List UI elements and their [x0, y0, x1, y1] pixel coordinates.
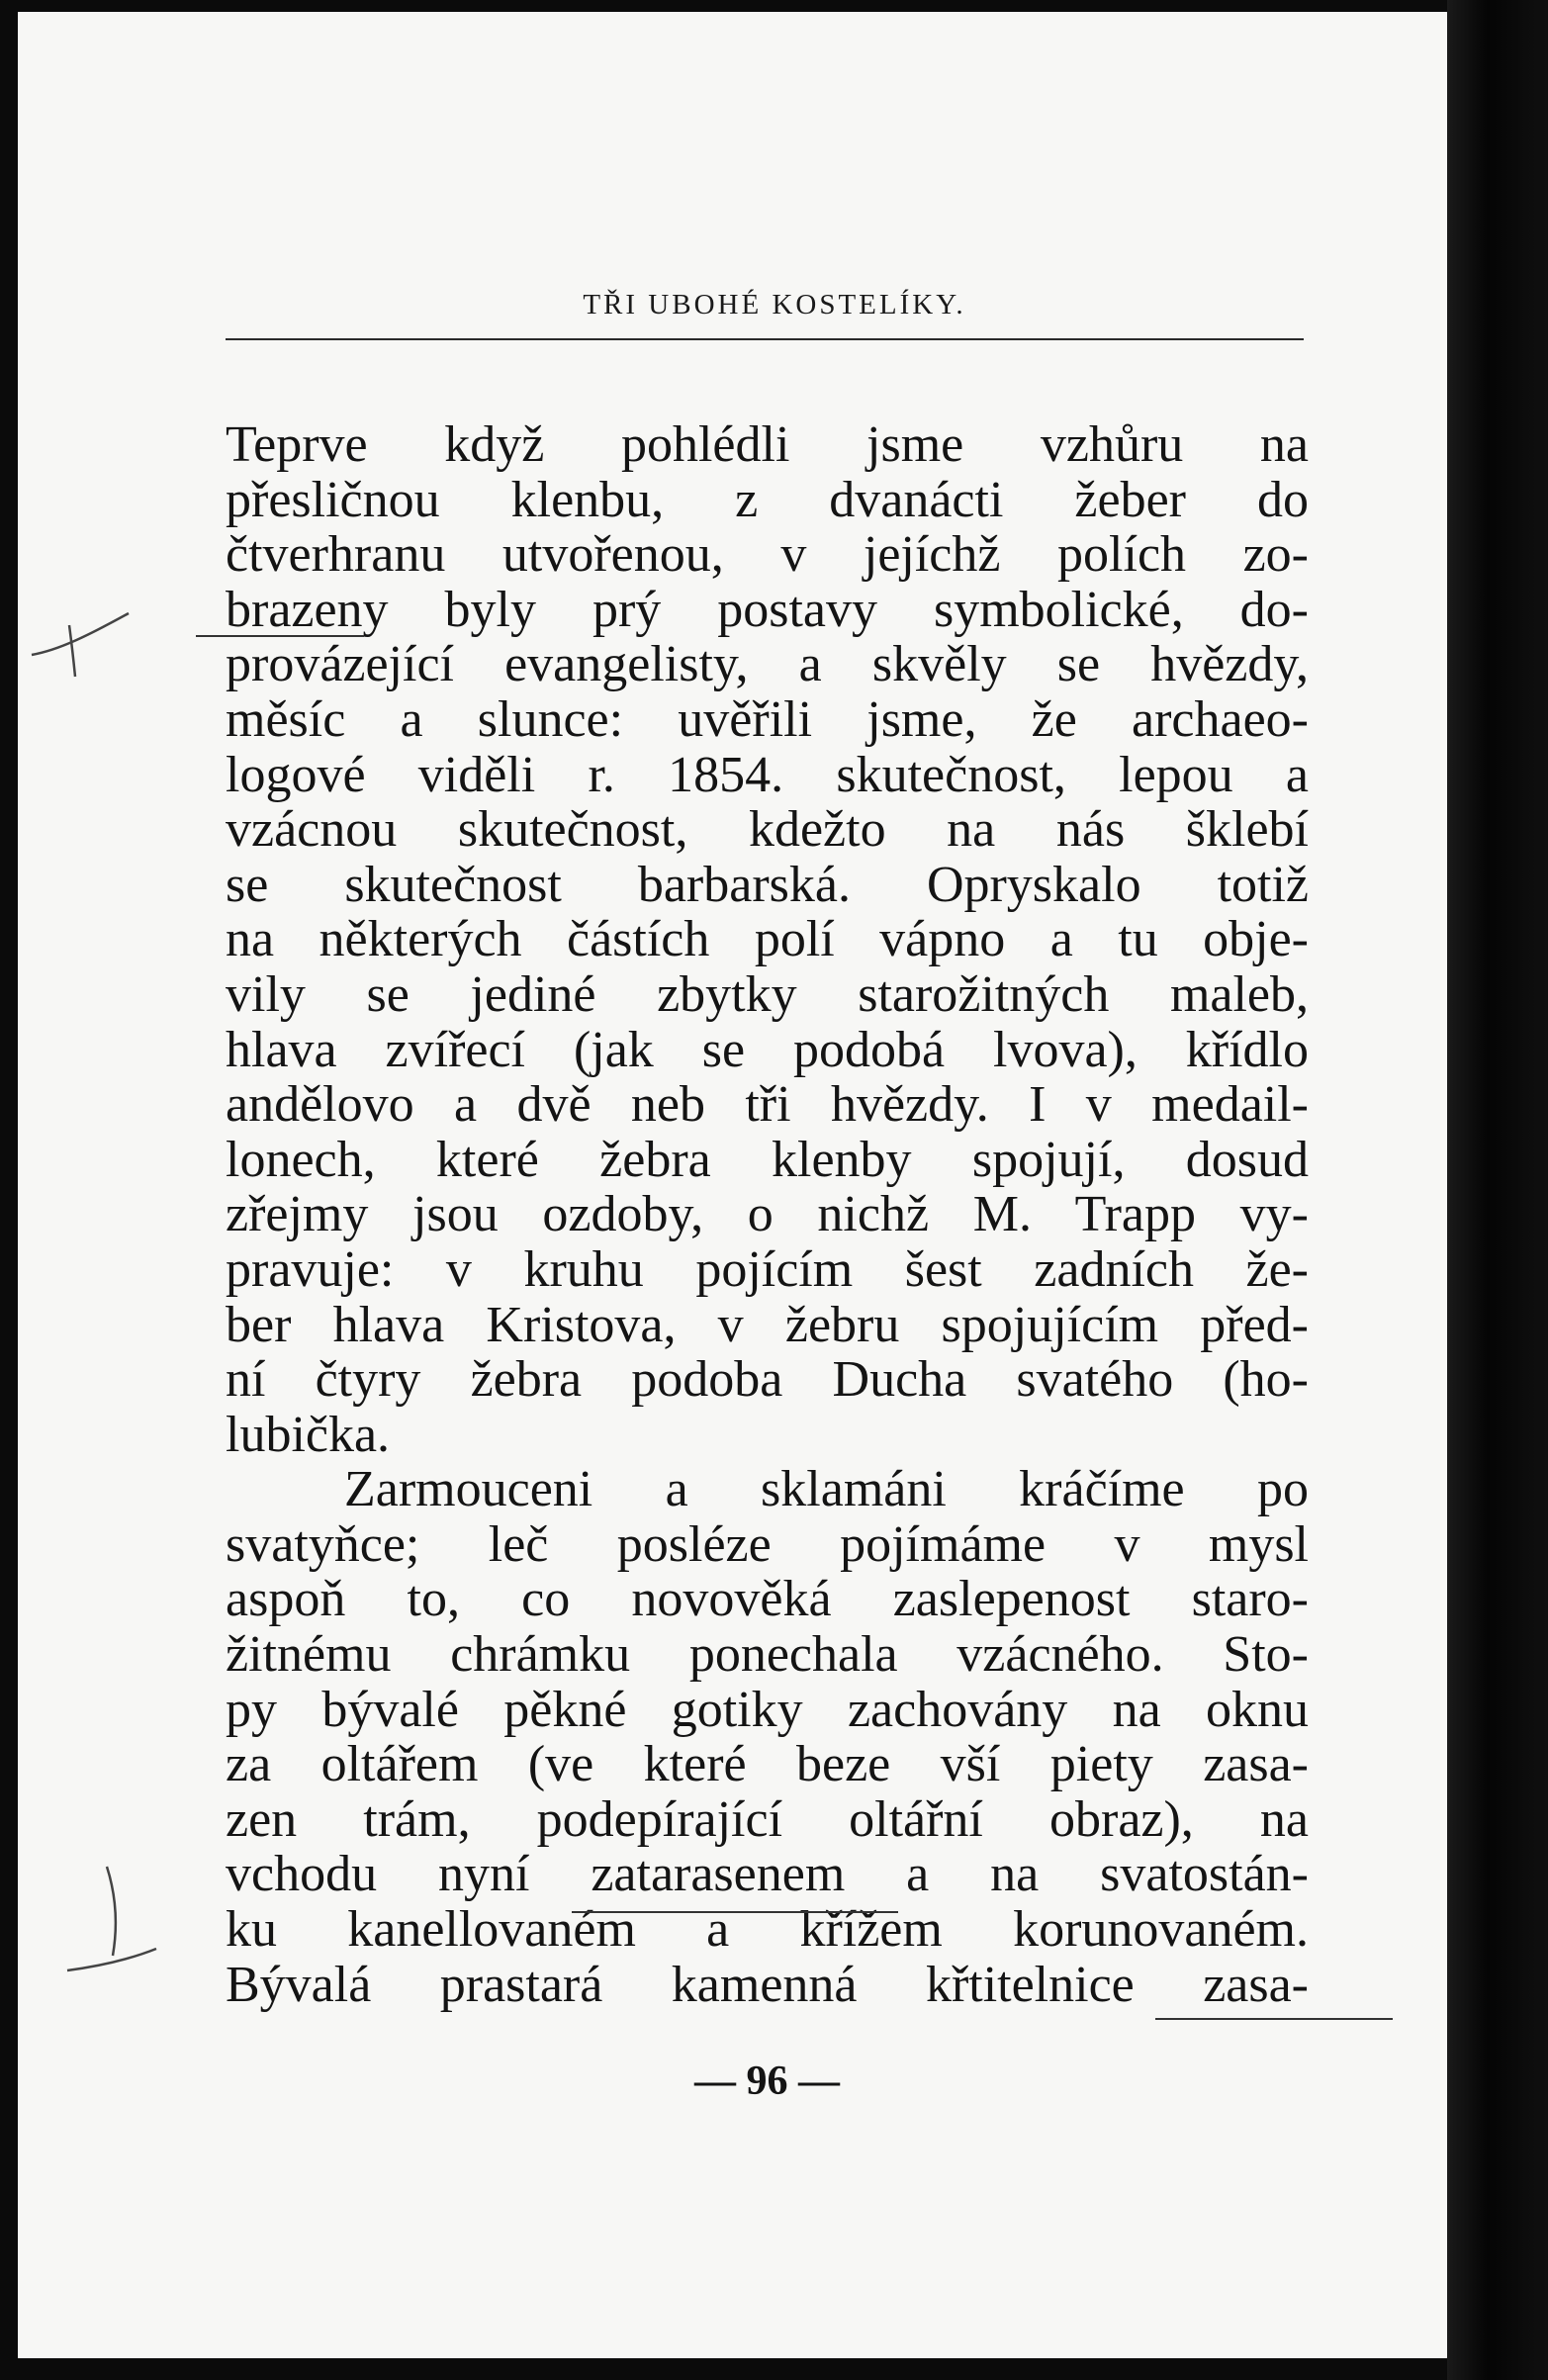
pencil-underline — [572, 1911, 898, 1913]
margin-pencil-mark-icon — [30, 595, 138, 685]
text-line: logové viděli r. 1854. skutečnost, lepou a — [226, 746, 1309, 803]
text-line: Bývalá prastará kamenná křtitelnice zasa- — [226, 1956, 1309, 2013]
text-line: zen trám, podepírající oltářní obraz), na — [226, 1790, 1309, 1848]
text-line: za oltářem (ve které beze vší piety zasa- — [226, 1736, 1309, 1793]
header-rule — [226, 338, 1304, 340]
text-line: brazeny byly prý postavy symbolické, do- — [226, 581, 1309, 638]
body-text — [226, 417, 1309, 2012]
text-line: ber hlava Kristova, v žebru spojujícím před- — [226, 1296, 1309, 1353]
text-line: žitnému chrámku ponechala vzácného. Sto- — [226, 1626, 1309, 1684]
paragraph — [226, 417, 1309, 1462]
text-line: čtverhranu utvořenou, v jejíchž polích zo- — [226, 526, 1309, 584]
text-line: lonech, které žebra klenby spojují, dosud — [226, 1131, 1309, 1188]
book-page — [18, 12, 1447, 2358]
text-line: zřejmy jsou ozdoby, o nichž M. Trapp vy- — [226, 1186, 1309, 1243]
text-line: ku kanellovaném a křížem korunovaném. — [226, 1901, 1309, 1959]
text-line: vily se jediné zbytky starožitných maleb, — [226, 965, 1309, 1023]
text-line: lubička. — [226, 1406, 391, 1463]
pencil-underline — [196, 635, 364, 637]
text-line: andělovo a dvě neb tři hvězdy. I v medail- — [226, 1076, 1309, 1134]
text-line: aspoň to, co novověká zaslepenost staro- — [226, 1571, 1309, 1628]
text-line: ní čtyry žebra podoba Ducha svatého (ho- — [226, 1351, 1309, 1409]
text-line: Zarmouceni a sklamáni kráčíme po — [344, 1461, 1309, 1518]
scan-edge — [1447, 0, 1548, 2380]
text-line: na některých částích polí vápno a tu obje- — [226, 911, 1309, 968]
pencil-underline — [1155, 2018, 1393, 2020]
text-line: vchodu nyní zatarasenem a na svatostán- — [226, 1846, 1309, 1903]
text-line: pravuje: v kruhu pojícím šest zadních že- — [226, 1240, 1309, 1298]
text-line: měsíc a slunce: uvěřili jsme, že archaeo- — [226, 690, 1309, 748]
text-line: hlava zvířecí (jak se podobá lvova), křídlo — [226, 1021, 1309, 1078]
running-head: TŘI UBOHÉ KOSTELÍKY. — [583, 289, 966, 320]
text-line: Teprve když pohlédli jsme vzhůru na — [226, 416, 1309, 473]
margin-bracket-mark-icon — [57, 1862, 166, 2000]
text-line: svatyňce; leč posléze pojímáme v mysl — [226, 1515, 1309, 1573]
paragraph — [226, 1462, 1309, 2012]
text-line: provázející evangelisty, a skvěly se hvězdy, — [226, 636, 1309, 693]
text-line: přesličnou klenbu, z dvanácti žeber do — [226, 471, 1309, 528]
page-number: — 96 — — [694, 2059, 840, 2104]
text-line: se skutečnost barbarská. Opryskalo totiž — [226, 856, 1309, 913]
text-line: vzácnou skutečnost, kdežto na nás šklebí — [226, 801, 1309, 859]
text-line: py bývalé pěkné gotiky zachovány na oknu — [226, 1681, 1309, 1738]
